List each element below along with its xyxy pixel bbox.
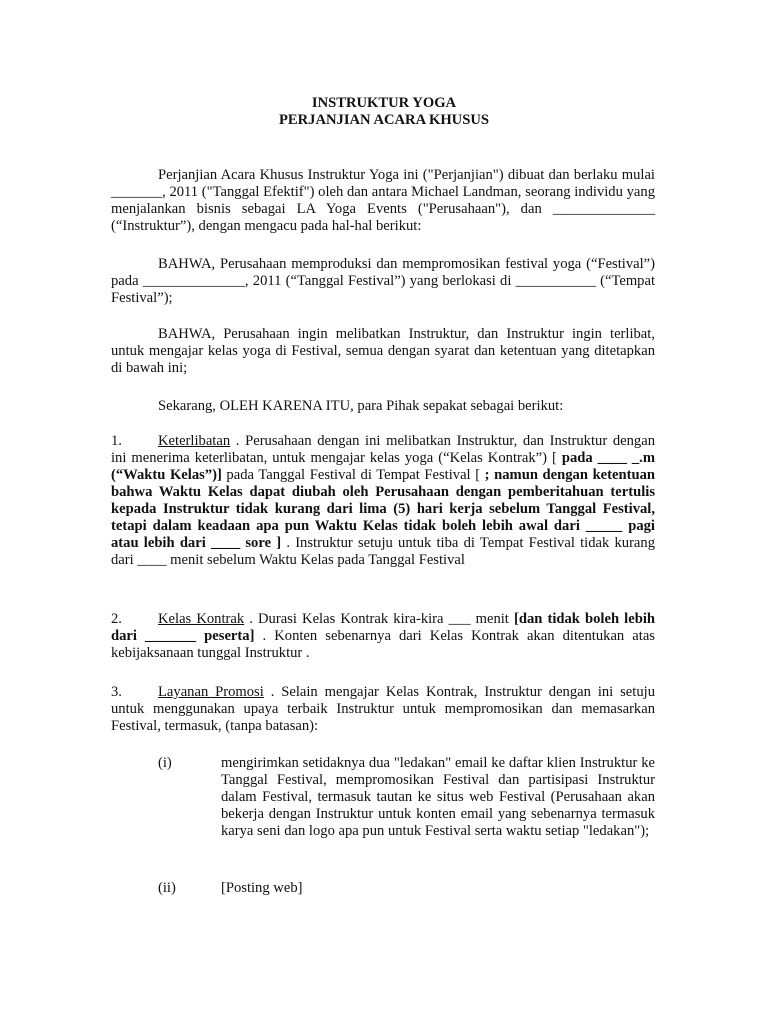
section-3-text: . Selain mengajar Kelas Kontrak, Instruktur dengan ini setuju untuk menggunakan upaya terbaik Instruktur untuk mempromosikan dan memasarkan Festival, termasuk, (tanpa batasan): bbox=[111, 684, 655, 734]
section-2-number: 2. bbox=[111, 611, 122, 627]
item-ii-label: (ii) bbox=[158, 880, 176, 896]
section-1-text-tail: . Instruktur setuju untuk tiba di Tempat Festival tidak kurang dari ____ menit sebelum Waktu Kelas pada Tanggal Festival bbox=[111, 535, 656, 568]
section-3-promotional-services bbox=[111, 684, 655, 735]
section-2-contract-class bbox=[111, 611, 655, 662]
item-i-label: (i) bbox=[158, 755, 172, 771]
document-title-line2: PERJANJIAN ACARA KHUSUS bbox=[278, 112, 489, 128]
section-3-heading: Layanan Promosi bbox=[158, 684, 264, 700]
section-1-heading: Keterlibatan bbox=[158, 433, 231, 449]
section-1-number: 1. bbox=[111, 433, 122, 449]
section-2-text: . Durasi Kelas Kontrak kira-kira ___ menit bbox=[244, 611, 514, 627]
whereas-paragraph-1: BAHWA, Perusahaan memproduksi dan mempromosikan festival yoga (“Festival”) pada ______________, 2011 (“Tanggal Festival”) yang berlokasi di ___________ (“Tempat Festival”); bbox=[111, 256, 655, 306]
section-2-heading: Kelas Kontrak bbox=[158, 611, 245, 627]
section-1-proviso: ; namun dengan ketentuan bahwa Waktu Kelas dapat diubah oleh Perusahaan dengan pemberitahuan tertulis kepada Instruktur tidak kurang dari lima (5) hari kerja sebelum Tanggal Festival, tetapi dalam keadaan apa pun Waktu Kelas tidak boleh lebih awal dari _____ pagi atau lebih dari ____ sore ] bbox=[111, 467, 656, 551]
section-1-engagement bbox=[111, 433, 655, 569]
section-1-text: . Perusahaan dengan ini melibatkan Instruktur, dan Instruktur dengan ini menerima keterlibatan, untuk mengajar kelas yoga (“Kelas Kontrak”) [ bbox=[111, 433, 655, 466]
section-1-text-mid: pada Tanggal Festival di Tempat Festival [ bbox=[221, 467, 485, 483]
intro-paragraph: Perjanjian Acara Khusus Instruktur Yoga ini ("Perjanjian") dibuat dan berlaku mulai _______, 2011 ("Tanggal Efektif") oleh dan antara Michael Landman, seorang individu yang menjalankan bisnis sebagai LA Yoga Events ("Perusahaan"), dan ______________ (“Instruktur”), dengan mengacu pada hal-hal berikut: bbox=[111, 167, 655, 234]
document-title-line1: INSTRUKTUR YOGA bbox=[311, 95, 457, 111]
section-3-number: 3. bbox=[111, 684, 122, 700]
item-i-text: mengirimkan setidaknya dua "ledakan" email ke daftar klien Instruktur ke Tanggal Festival, mempromosikan Festival dan partisipasi Instruktur dalam Festival, termasuk tautan ke situs web Festival (Perusahaan akan bekerja dengan Instruktur untuk konten email yang sebenarnya termasuk karya seni dan logo apa pun untuk Festival serta waktu setiap "ledakan"); bbox=[221, 755, 655, 839]
section-2-participant-limit: [dan tidak boleh lebih dari _______ peserta] bbox=[111, 611, 655, 644]
item-ii-text: [Posting web] bbox=[221, 880, 303, 896]
section-2-text-tail: . Konten sebenarnya dari Kelas Kontrak akan ditentukan atas kebijaksanaan tunggal Instruktur . bbox=[111, 628, 655, 661]
section-1-class-time: pada ____ _.m (“Waktu Kelas”)] bbox=[111, 450, 655, 483]
whereas-paragraph-2: BAHWA, Perusahaan ingin melibatkan Instruktur, dan Instruktur ingin terlibat, untuk mengajar kelas yoga di Festival, semua dengan syarat dan ketentuan yang ditetapkan di bawah ini; bbox=[111, 326, 655, 376]
now-therefore-paragraph: Sekarang, OLEH KARENA ITU, para Pihak sepakat sebagai berikut: bbox=[158, 398, 564, 414]
